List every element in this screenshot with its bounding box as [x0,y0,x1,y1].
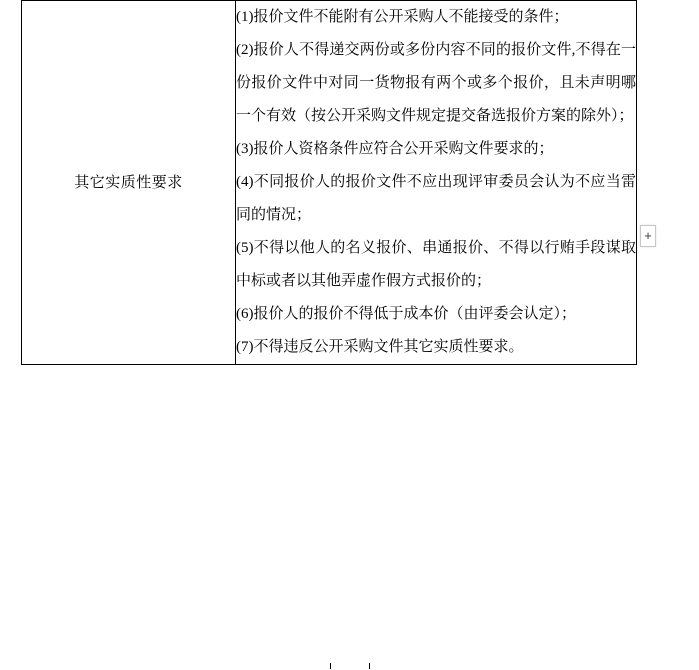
expand-table-button[interactable] [640,225,656,247]
requirement-item-7: (7)不得违反公开采购文件其它实质性要求。 [236,339,524,355]
table-bottom-edge [330,663,370,669]
requirement-item-2: (2)报价人不得递交两份或多份内容不同的报价文件,不得在一份报价文件中对同一货物报有两个或多个报价，且未声明哪一个有效（按公开采购文件规定提交备选报价方案的除外）； [236,42,636,124]
plus-icon: + [644,228,652,243]
requirement-item-1: (1)报价文件不能附有公开采购人不能接受的条件； [236,9,569,25]
row-label-other-substantive-requirements: 其它实质性要求 [22,1,236,365]
table-row [22,1,637,365]
requirement-item-6: (6)报价人的报价不得低于成本价（由评委会认定）； [236,306,576,322]
requirement-item-3: (3)报价人资格条件应符合公开采购文件要求的； [236,141,554,157]
requirements-table [21,0,637,365]
requirement-item-4: (4)不同报价人的报价文件不应出现评审委员会认为不应当雷同的情况； [236,174,636,223]
requirements-list-cell [236,1,637,365]
requirement-item-5: (5)不得以他人的名义报价、串通报价、不得以行贿手段谋取中标或者以其他弄虚作假方式报价的； [236,240,636,289]
